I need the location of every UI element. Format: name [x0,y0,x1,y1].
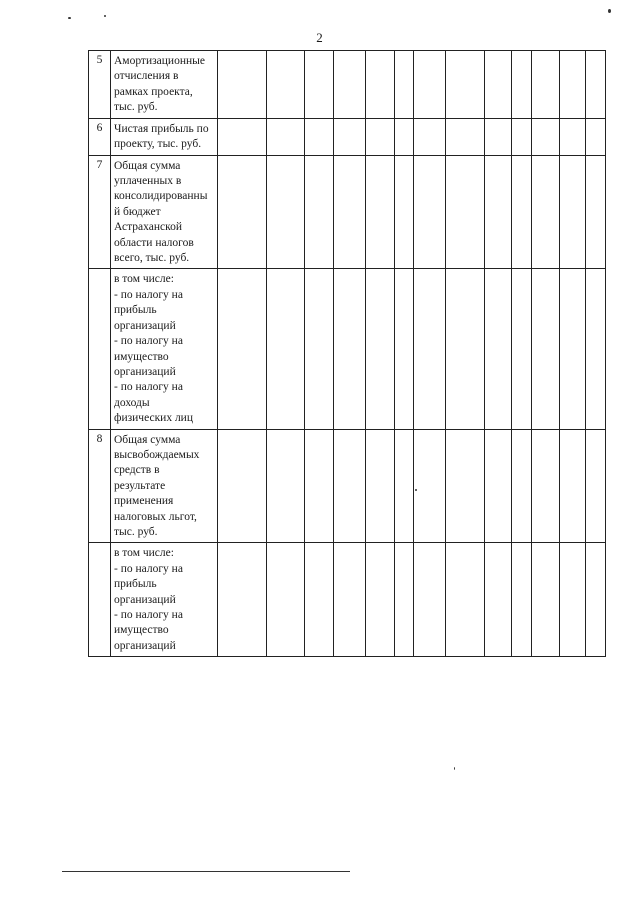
table-cell [512,155,532,269]
table-cell [485,269,512,429]
table-cell [560,269,586,429]
table-cell [532,118,560,155]
scan-speck [608,9,611,13]
table-cell [414,155,446,269]
table-cell [446,269,485,429]
table-cell [366,51,395,119]
table-cell [446,429,485,543]
table-cell [560,429,586,543]
table-cell [560,118,586,155]
table-cell [512,118,532,155]
row-label: Чистая прибыль по проекту, тыс. руб. [111,118,218,155]
table-cell [395,269,414,429]
row-number: 5 [89,51,111,119]
table-cell [532,155,560,269]
table-cell [267,51,305,119]
table-cell [512,269,532,429]
row-number [89,543,111,657]
table-cell [218,155,267,269]
table-cell [485,543,512,657]
table-cell [334,155,366,269]
table-cell [446,155,485,269]
table-cell [532,269,560,429]
table-cell [305,269,334,429]
table-cell [267,543,305,657]
table-cell [218,269,267,429]
table-cell [395,118,414,155]
table-cell [414,543,446,657]
table-cell [586,155,606,269]
table-cell [366,543,395,657]
row-label: Общая сумма уплаченных в консолидированны й бюджет Астраханской области налогов всего, тыс. руб. [111,155,218,269]
table-row [89,51,606,119]
scan-speck [68,17,71,19]
table-cell [366,269,395,429]
table-cell [334,118,366,155]
report-table [88,50,606,657]
table-cell [334,429,366,543]
table-cell [218,543,267,657]
table-cell [446,51,485,119]
page-number: 2 [316,30,323,45]
table-cell [414,269,446,429]
row-label: в том числе: - по налогу на прибыль организаций - по налогу на имущество организаций [111,543,218,657]
table-cell [395,51,414,119]
scan-speck [104,15,106,17]
table-cell [366,118,395,155]
table-row [89,118,606,155]
table-cell [395,155,414,269]
table-cell [334,269,366,429]
table-cell [366,429,395,543]
table-row [89,155,606,269]
scan-speck [454,767,455,770]
table-cell [305,118,334,155]
table-cell [218,51,267,119]
table-cell [305,429,334,543]
row-label: Амортизационные отчисления в рамках проекта, тыс. руб. [111,51,218,119]
table-cell [218,429,267,543]
table-cell [334,51,366,119]
table-cell [305,155,334,269]
table-cell [267,269,305,429]
row-number: 8 [89,429,111,543]
table-row [89,543,606,657]
row-number: 7 [89,155,111,269]
table-row [89,269,606,429]
table-cell [560,543,586,657]
row-number [89,269,111,429]
table-cell [532,429,560,543]
table-cell [485,429,512,543]
table-cell [560,155,586,269]
table-cell [586,51,606,119]
table-cell [512,51,532,119]
table-cell [218,118,267,155]
row-label: Общая сумма высвобождаемых средств в результате применения налоговых льгот, тыс. руб. [111,429,218,543]
table-cell [334,543,366,657]
table-cell [586,429,606,543]
table-cell [532,51,560,119]
table-cell [512,429,532,543]
table-cell [512,543,532,657]
table-cell [446,118,485,155]
table-cell [267,118,305,155]
table-cell [485,155,512,269]
table-cell [446,543,485,657]
table-cell [395,543,414,657]
row-label: в том числе: - по налогу на прибыль организаций - по налогу на имущество организаций - по налогу на доходы физических лиц [111,269,218,429]
table-cell [586,543,606,657]
table-cell [414,118,446,155]
table-cell [305,51,334,119]
table-cell [414,429,446,543]
table-cell [586,269,606,429]
table-cell [485,118,512,155]
table-cell [485,51,512,119]
table-cell [560,51,586,119]
footer-rule [62,871,350,872]
table-cell [267,429,305,543]
table-row [89,429,606,543]
table-cell [532,543,560,657]
table-cell [395,429,414,543]
row-number: 6 [89,118,111,155]
table-cell [366,155,395,269]
table-cell [305,543,334,657]
table-cell [267,155,305,269]
table-cell [586,118,606,155]
table-cell [414,51,446,119]
